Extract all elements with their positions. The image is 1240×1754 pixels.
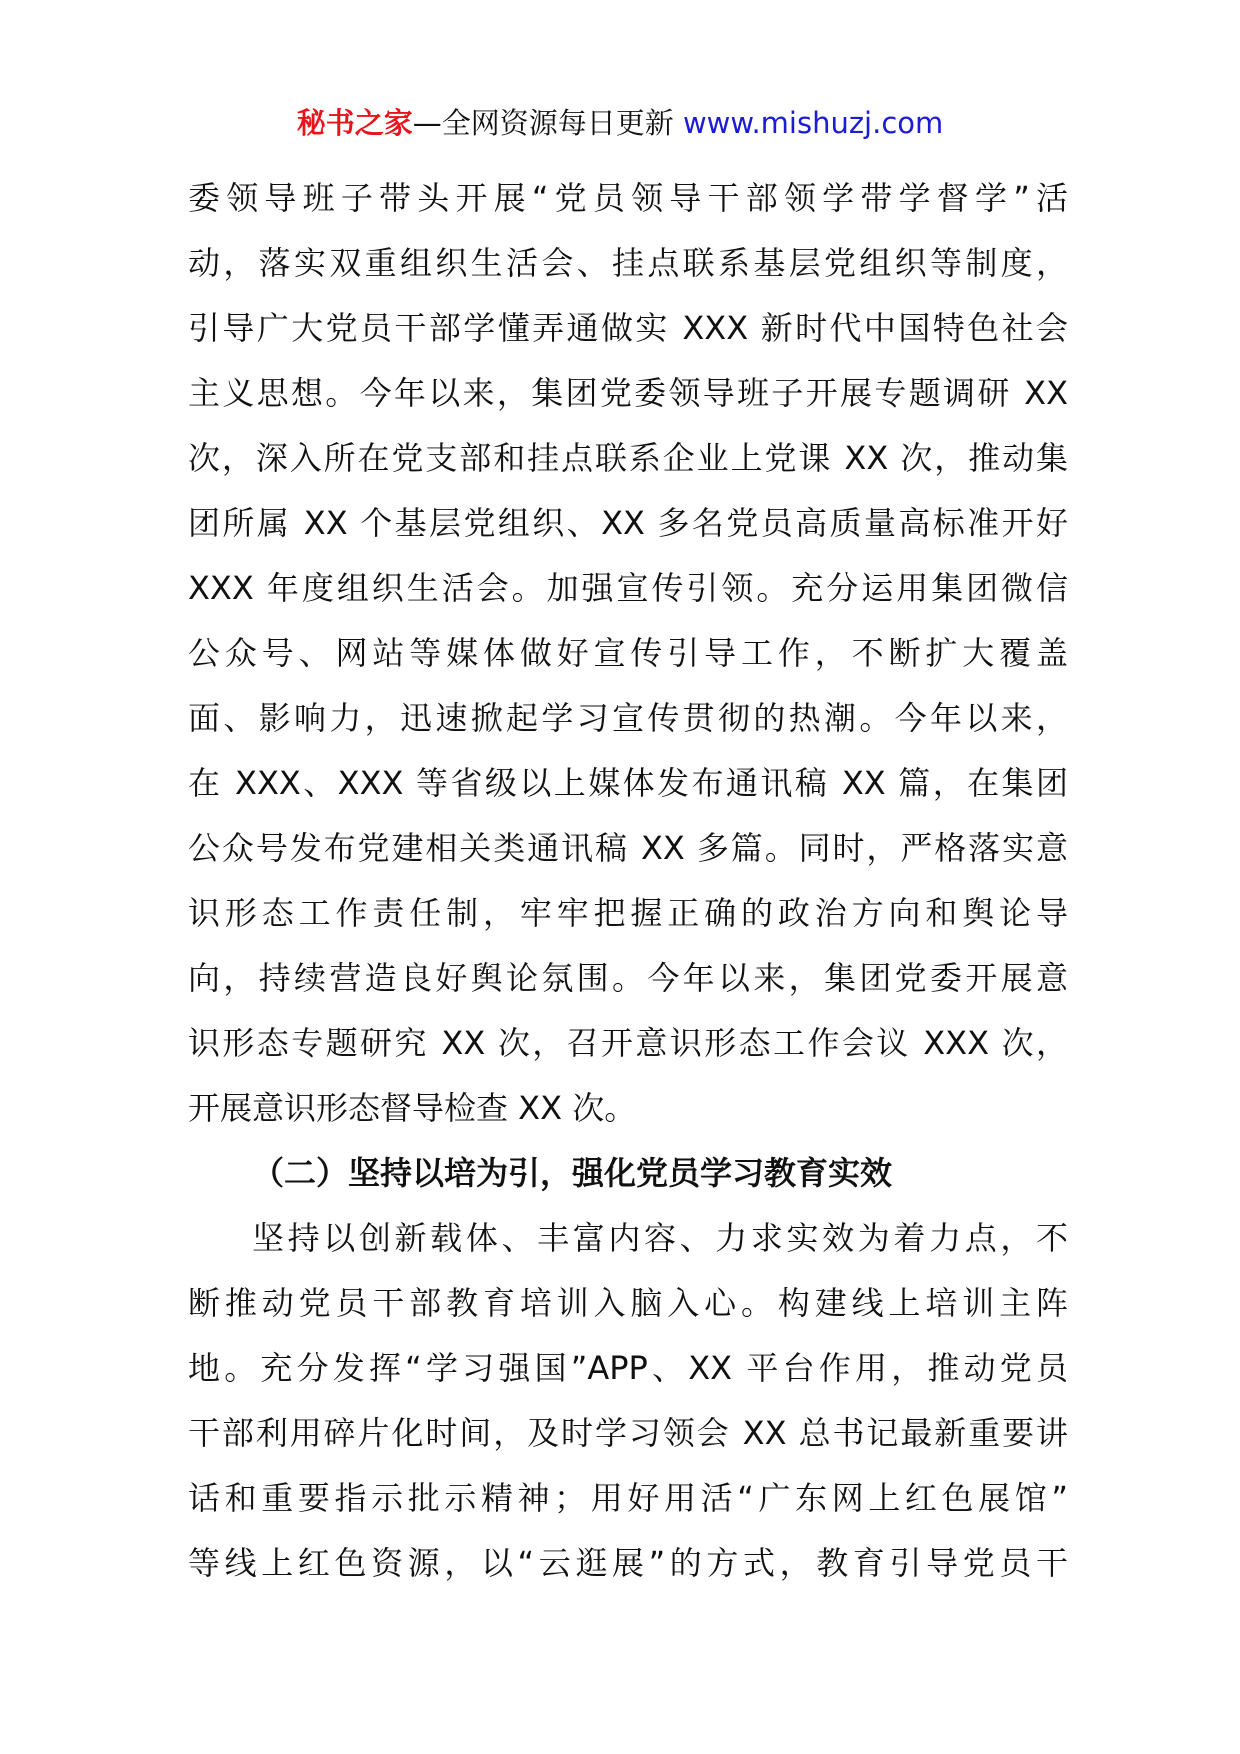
- text-line: 等线上红色资源，以“云逛展”的方式，教育引导党员干: [188, 1544, 1068, 1582]
- text-line: 话和重要指示批示精神；用好用活“广东网上红色展馆”: [188, 1479, 1068, 1517]
- site-tagline: —全网资源每日更新: [412, 106, 683, 140]
- section-heading: （二）坚持以培为引，强化党员学习教育实效: [252, 1154, 893, 1192]
- text-line: 引导广大党员干部学懂弄通做实 XXX 新时代中国特色社会: [188, 309, 1068, 347]
- text-line: 面、影响力，迅速掀起学习宣传贯彻的热潮。今年以来，: [188, 699, 1068, 737]
- text-line: 识形态专题研究 XX 次，召开意识形态工作会议 XXX 次，: [188, 1024, 1068, 1062]
- document-body: [188, 166, 1068, 1596]
- text-line: 干部利用碎片化时间，及时学习领会 XX 总书记最新重要讲: [188, 1414, 1068, 1452]
- text-line: 开展意识形态督导检查 XX 次。: [188, 1089, 637, 1127]
- text-line: 公众号、网站等媒体做好宣传引导工作，不断扩大覆盖: [188, 634, 1068, 672]
- site-header: [0, 100, 1240, 146]
- paragraph-1: [188, 166, 1068, 1141]
- text-line: 主义思想。今年以来，集团党委领导班子开展专题调研 XX: [188, 374, 1068, 412]
- text-line: 次，深入所在党支部和挂点联系企业上党课 XX 次，推动集: [188, 439, 1068, 477]
- text-line: 断推动党员干部教育培训入脑入心。构建线上培训主阵: [188, 1284, 1068, 1322]
- text-line: 向，持续营造良好舆论氛围。今年以来，集团党委开展意: [188, 959, 1068, 997]
- text-line: 坚持以创新载体、丰富内容、力求实效为着力点，不: [252, 1219, 1068, 1257]
- text-line: 在 XXX、XXX 等省级以上媒体发布通讯稿 XX 篇，在集团: [188, 764, 1068, 802]
- text-line: XXX 年度组织生活会。加强宣传引领。充分运用集团微信: [188, 569, 1068, 607]
- site-brand: 秘书之家: [296, 106, 413, 140]
- paragraph-2: [188, 1206, 1068, 1596]
- text-line: 地。充分发挥“学习强国”APP、XX 平台作用，推动党员: [188, 1349, 1068, 1387]
- text-line: 动，落实双重组织生活会、挂点联系基层党组织等制度，: [188, 244, 1068, 282]
- text-line: 委领导班子带头开展“党员领导干部领学带学督学”活: [188, 179, 1068, 217]
- text-line: 团所属 XX 个基层党组织、XX 多名党员高质量高标准开好: [188, 504, 1068, 542]
- site-url-link[interactable]: www.mishuzj.com: [682, 106, 944, 140]
- text-line: 识形态工作责任制，牢牢把握正确的政治方向和舆论导: [188, 894, 1068, 932]
- text-line: 公众号发布党建相关类通讯稿 XX 多篇。同时，严格落实意: [188, 829, 1068, 867]
